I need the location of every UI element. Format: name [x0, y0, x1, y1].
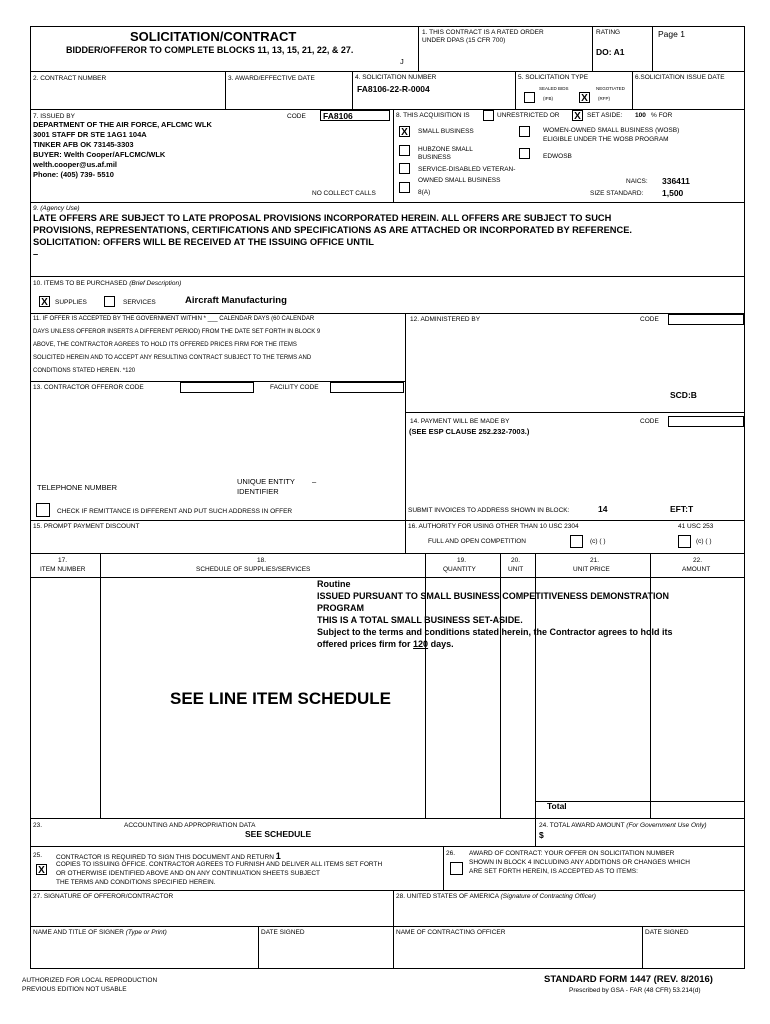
usc-2304-c: (c) ( ) [590, 538, 606, 545]
size-standard-value: 1,500 [662, 188, 684, 198]
offered-prices-text [317, 640, 454, 650]
block25-checkbox[interactable]: X [36, 864, 47, 875]
rule [258, 926, 259, 968]
block11-line: ABOVE, THE CONTRACTOR AGREES TO HOLD ITS OFFERED PRICES FIRM FOR THE ITEMS [33, 342, 297, 348]
administered-by-label: 12. ADMINISTERED BY [410, 316, 481, 323]
sealed-bid-abbr: (IFB) [543, 96, 553, 101]
remittance-label: CHECK IF REMITTANCE IS DIFFERENT AND PUT SUCH ADDRESS IN OFFER [57, 508, 293, 515]
routine-text: Routine [317, 579, 351, 589]
block23-num: 23. [33, 822, 43, 829]
rating-label: RATING [596, 29, 621, 36]
rating-value: DO: A1 [596, 47, 625, 57]
contracting-officer-signature-label [396, 893, 596, 900]
issued-by-line: 3001 STAFF DR STE 1AG1 104A [33, 130, 147, 139]
set-aside-for: % FOR [651, 112, 673, 119]
footer-prescribed: Prescribed by GSA - FAR (48 CFR) 53.214(d) [569, 987, 701, 994]
facility-code-field[interactable] [330, 382, 404, 393]
rule [100, 553, 101, 818]
rule [225, 71, 226, 109]
col18-num: 18. [257, 557, 267, 564]
schedule-total-label: Total [547, 801, 567, 811]
footer-form-number: STANDARD FORM 1447 (REV. 8/2016) [544, 974, 713, 985]
rule [30, 846, 745, 847]
page-number: Page 1 [658, 29, 685, 39]
submit-invoices-block: 14 [598, 504, 608, 514]
issued-by-code-label: CODE [287, 113, 306, 120]
size-standard-label: SIZE STANDARD: [590, 190, 644, 197]
contracting-officer-name-label: NAME OF CONTRACTING OFFICER [396, 929, 506, 936]
col20-label: UNIT [508, 566, 524, 573]
agency-use-line: LATE OFFERS ARE SUBJECT TO LATE PROPOSAL PROVISIONS INCORPORATED HEREIN. ALL OFFERS ARE SUBJECT TO SUCH [33, 213, 612, 223]
unrestricted-label: UNRESTRICTED OR [497, 112, 560, 119]
unrestricted-checkbox[interactable] [483, 110, 494, 121]
col21-label: UNIT PRICE [573, 566, 610, 573]
uei-label-2: IDENTIFIER [237, 487, 279, 496]
rule [30, 313, 745, 314]
offered-prices-pre: offered prices firm for [317, 639, 411, 649]
col17-label: ITEM NUMBER [40, 566, 86, 573]
rule [30, 968, 745, 969]
facility-code-label: FACILITY CODE [270, 384, 319, 391]
col19-label: QUANTITY [443, 566, 476, 573]
issued-by-line: BUYER: Welth Cooper/AFLCMC/WLK [33, 150, 166, 159]
accounting-label: ACCOUNTING AND APPROPRIATION DATA [124, 822, 256, 829]
rule [393, 890, 394, 968]
uei-value: – [312, 477, 317, 486]
supplies-checkbox[interactable]: X [39, 296, 50, 307]
services-checkbox[interactable] [104, 296, 115, 307]
block25-num: 25. [33, 852, 43, 859]
contracting-officer-signature-note: (Signature of Contracting Officer) [500, 893, 596, 900]
hubzone-label-2: BUSINESS [418, 154, 451, 161]
set-aside-label: SET ASIDE: [587, 112, 623, 119]
usc-2304-checkbox[interactable] [570, 535, 583, 548]
small-business-checkbox[interactable]: X [399, 126, 410, 137]
total-award-note: (For Government Use Only) [626, 822, 707, 829]
issued-by-line: Phone: (405) 739- 5510 [33, 170, 114, 179]
rated-order-label: 1. THIS CONTRACT IS A RATED ORDER [422, 29, 544, 36]
items-label-note: (Brief Description) [129, 280, 182, 287]
rule [443, 846, 444, 890]
usc-253-checkbox[interactable] [678, 535, 691, 548]
form-title: SOLICITATION/CONTRACT [130, 29, 297, 44]
offeror-signature-label: 27. SIGNATURE OF OFFEROR/CONTRACTOR [33, 893, 174, 900]
solicitation-number-label: 4. SOLICITATION NUMBER [355, 74, 437, 81]
rule [30, 26, 31, 968]
acquisition-label: 8. THIS ACQUISITION IS [396, 112, 470, 119]
set-aside-percent: 100 [635, 112, 646, 119]
submit-invoices-label: SUBMIT INVOICES TO ADDRESS SHOWN IN BLOCK: [408, 507, 570, 514]
block11-line: CONDITIONS STATED HEREIN. *120 [33, 368, 136, 374]
issued-by-code[interactable]: FA8106 [320, 110, 390, 121]
full-open-label: FULL AND OPEN COMPETITION [428, 538, 526, 545]
edwosb-checkbox[interactable] [519, 148, 530, 159]
naics-label: NAICS: [626, 178, 648, 185]
col22-label: AMOUNT [682, 566, 711, 573]
wosb-label: WOMEN-OWNED SMALL BUSINESS (WOSB) [543, 127, 680, 134]
rule [744, 26, 745, 968]
block26-line: SHOWN IN BLOCK 4 INCLUDING ANY ADDITIONS OR CHANGES WHICH [469, 859, 690, 866]
col17-num: 17. [58, 557, 68, 564]
prompt-payment-label: 15. PROMPT PAYMENT DISCOUNT [33, 523, 140, 530]
rule [30, 520, 745, 521]
rule [535, 818, 536, 846]
block26-line: ARE SET FORTH HEREIN, IS ACCEPTED AS TO ITEMS: [469, 868, 638, 875]
sealed-bid-label: SEALED BIDS [539, 86, 569, 91]
no-collect-calls: NO COLLECT CALLS [312, 190, 376, 197]
agency-use-line: – [33, 249, 39, 259]
rule [592, 26, 593, 71]
accounting-value: SEE SCHEDULE [245, 829, 312, 839]
rule [632, 71, 633, 109]
agency-use-line: PROVISIONS, REPRESENTATIONS, CERTIFICATIONS AND SPECIFICATIONS AS ARE ATTACHED OR INCORPORATED BY REFERENCE. [33, 225, 632, 235]
block25-copies: 1 [275, 851, 281, 861]
authority-label: 16. AUTHORITY FOR USING OTHER THAN 10 USC 2304 [408, 523, 579, 530]
date-signed-label: DATE SIGNED [261, 929, 305, 936]
rule [352, 71, 353, 109]
rule [30, 276, 745, 277]
sdvosb-checkbox[interactable] [399, 163, 410, 174]
block11-line: SOLICITED HEREIN AND TO ACCEPT ANY RESULTING CONTRACT SUBJECT TO THE TERMS AND [33, 355, 312, 361]
administered-by-code[interactable] [668, 314, 744, 325]
eft-value: EFT:T [670, 504, 694, 514]
eight-a-checkbox[interactable] [399, 182, 410, 193]
signer-name-label-text: NAME AND TITLE OF SIGNER [33, 929, 124, 936]
offered-days: 120 [413, 639, 429, 649]
block26-line: AWARD OF CONTRACT: YOUR OFFER ON SOLICITATION NUMBER [469, 850, 675, 857]
rule [30, 818, 745, 819]
items-label [33, 280, 181, 287]
rule [652, 26, 653, 71]
rule [418, 26, 419, 71]
payment-by-label: 14. PAYMENT WILL BE MADE BY [410, 418, 510, 425]
contractor-code-field[interactable] [180, 382, 254, 393]
agency-use-label: 9. (Agency Use) [33, 205, 80, 212]
block11-line: 11. IF OFFER IS ACCEPTED BY THE GOVERNMENT WITHIN * ___ CALENDAR DAYS (60 CALENDAR [33, 316, 315, 322]
rated-order-label-2: UNDER DPAS (15 CFR 700) [422, 37, 506, 44]
block25-line: COPIES TO ISSUING OFFICE. CONTRACTOR AGREES TO FURNISH AND DELIVER ALL ITEMS SET FORTH [56, 861, 383, 868]
items-description: Aircraft Manufacturing [185, 295, 287, 306]
block25-line-text: CONTRACTOR IS REQUIRED TO SIGN THIS DOCUMENT AND RETURN [56, 854, 274, 861]
col21-num: 21. [590, 557, 600, 564]
solicitation-type-label: 5. SOLICITATION TYPE [518, 74, 589, 81]
agency-use-line: SOLICITATION: OFFERS WILL BE RECEIVED AT THE ISSUING OFFICE UNTIL [33, 237, 374, 247]
issued-by-line: TINKER AFB OK 73145-3303 [33, 140, 134, 149]
contract-number-label: 2. CONTRACT NUMBER [33, 75, 107, 82]
naics-value: 336411 [662, 176, 690, 186]
col19-num: 19. [457, 557, 467, 564]
rule [30, 926, 745, 927]
block26-num: 26. [446, 850, 456, 857]
small-business-label: SMALL BUSINESS [418, 128, 474, 135]
rule [515, 71, 516, 109]
rule [30, 553, 745, 554]
sdvosb-label: SERVICE-DISABLED VETERAN- [418, 166, 516, 173]
edwosb-label: EDWOSB [543, 153, 572, 160]
offered-prices-post: days. [430, 639, 454, 649]
block25-line: OR OTHERWISE IDENTIFIED ABOVE AND ON ANY CONTINUATION SHEETS SUBJECT [56, 870, 321, 877]
payment-clause: (SEE ESP CLAUSE 252.232-7003.) [409, 427, 530, 436]
col18-label: SCHEDULE OF SUPPLIES/SERVICES [196, 566, 311, 573]
signer-name-label-note: (Type or Print) [125, 929, 167, 936]
award-date-label: 3. AWARD/EFFECTIVE DATE [228, 75, 315, 82]
payment-code[interactable] [668, 416, 744, 427]
remittance-checkbox[interactable] [36, 503, 50, 517]
contracting-officer-signature-text: 28. UNITED STATES OF AMERICA [396, 893, 499, 900]
solicitation-number: FA8106-22-R-0004 [357, 84, 430, 94]
rule [393, 109, 394, 202]
rule [650, 801, 745, 802]
form-subtitle: BIDDER/OFFEROR TO COMPLETE BLOCKS 11, 13, 15, 21, 22, & 27. [66, 45, 354, 55]
footer-reproduction: AUTHORIZED FOR LOCAL REPRODUCTION [22, 977, 158, 984]
issued-by-label: 7. ISSUED BY [33, 113, 75, 120]
program-text: PROGRAM [317, 603, 364, 613]
col20-num: 20. [511, 557, 521, 564]
contractor-offeror-label: 13. CONTRACTOR OFFEROR CODE [33, 384, 144, 391]
date-signed-label: DATE SIGNED [645, 929, 689, 936]
issued-pursuant-text: ISSUED PURSUANT TO SMALL BUSINESS COMPETITIVENESS DEMONSTRATION [317, 591, 670, 601]
telephone-label: TELEPHONE NUMBER [37, 483, 118, 492]
rule [30, 202, 745, 203]
footer-previous-edition: PREVIOUS EDITION NOT USABLE [22, 986, 127, 993]
total-set-aside-text: THIS IS A TOTAL SMALL BUSINESS SET-ASIDE. [317, 615, 523, 625]
rule [405, 412, 745, 413]
block25-line: THE TERMS AND CONDITIONS SPECIFIED HEREIN. [56, 879, 216, 886]
block26-checkbox[interactable] [450, 862, 463, 875]
eight-a-label: 8(A) [418, 189, 431, 196]
wosb-label-2: ELIGIBLE UNDER THE WOSB PROGRAM [543, 136, 669, 143]
j-mark: J [400, 57, 404, 66]
issued-by-line: DEPARTMENT OF THE AIR FORCE, AFLCMC WLK [33, 120, 212, 129]
col22-num: 22. [693, 557, 703, 564]
hubzone-checkbox[interactable] [399, 145, 410, 156]
signer-name-label [33, 929, 167, 936]
issued-by-line: welth.cooper@us.af.mil [33, 160, 117, 169]
usc-253-c: (c) ( ) [696, 538, 712, 545]
payment-code-label: CODE [640, 418, 659, 425]
hubzone-label: HUBZONE SMALL [418, 146, 473, 153]
rule [30, 890, 745, 891]
total-award-currency: $ [539, 830, 544, 840]
wosb-checkbox[interactable] [519, 126, 530, 137]
set-aside-checkbox[interactable]: X [572, 110, 583, 121]
supplies-label: SUPPLIES [55, 299, 87, 306]
authority-label-2: 41 USC 253 [678, 523, 714, 530]
rule [642, 926, 643, 968]
subject-terms-text: Subject to the terms and conditions stated herein, the Contractor agrees to hold its [317, 627, 673, 637]
total-award-label-text: 24. TOTAL AWARD AMOUNT [539, 822, 625, 829]
items-label-text: 10. ITEMS TO BE PURCHASED [33, 280, 128, 287]
rule [30, 71, 745, 72]
block11-line: DAYS UNLESS OFFEROR INSERTS A DIFFERENT PERIOD) FROM THE DATE SET FORTH IN BLOCK 9 [33, 329, 321, 335]
total-award-label [539, 822, 706, 829]
negotiated-label: NEGOTIATED [596, 86, 625, 91]
issue-date-label: 6.SOLICITATION ISSUE DATE [635, 74, 725, 81]
administered-by-code-label: CODE [640, 316, 659, 323]
negotiated-abbr: (RFP) [598, 96, 610, 101]
sealed-bid-checkbox[interactable] [524, 92, 535, 103]
rule [30, 577, 745, 578]
see-line-item-schedule: SEE LINE ITEM SCHEDULE [170, 689, 392, 708]
sdvosb-label-2: OWNED SMALL BUSINESS [418, 177, 501, 184]
rule [405, 313, 406, 553]
negotiated-checkbox[interactable]: X [579, 92, 590, 103]
scd-value: SCD:B [670, 390, 697, 400]
rule [30, 26, 745, 27]
services-label: SERVICES [123, 299, 156, 306]
uei-label: UNIQUE ENTITY [237, 477, 295, 486]
